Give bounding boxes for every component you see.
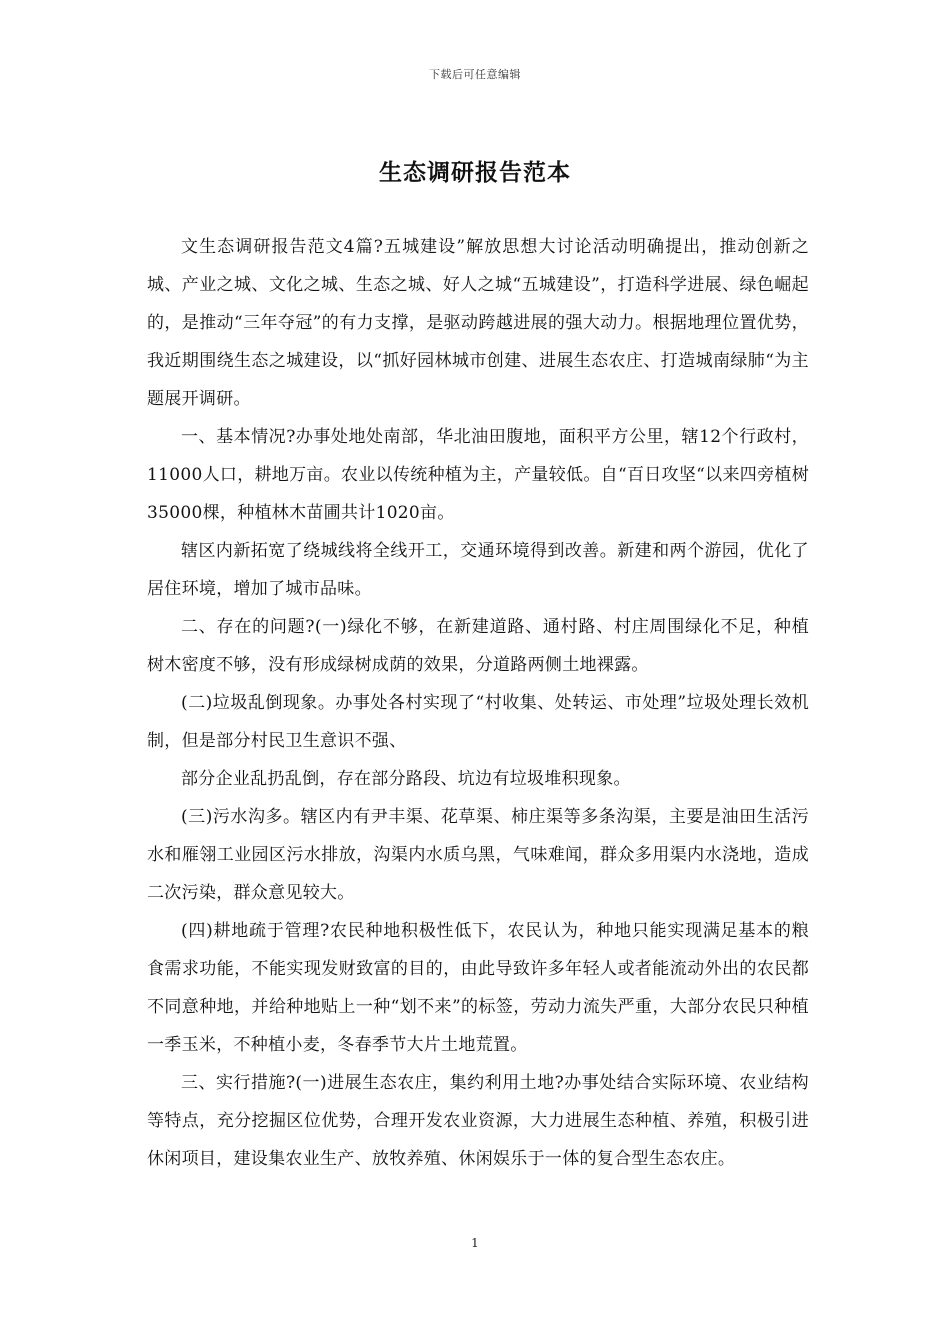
paragraph-intro: 文生态调研报告范文4篇?五城建设”解放思想大讨论活动明确提出，推动创新之城、产业之城、文化之城、生态之城、好人之城“五城建设”，打造科学进展、绿色崛起的，是推动“三年夺冠”的有力支撑，是驱动跨越进展的强大动力。根据地理位置优势，我近期围绕生态之城建设，以“抓好园林城市创建、进展生态农庄、打造城南绿肺“为主题展开调研。 xyxy=(147,237,809,409)
paragraph-garbage-continued: 部分企业乱扔乱倒，存在部分路段、坑边有垃圾堆积现象。 xyxy=(181,769,631,789)
document-title: 生态调研报告范本 xyxy=(379,160,571,186)
paragraph-problems-greening: 二、存在的问题?(一)绿化不够，在新建道路、通村路、村庄周围绿化不足，种植树木密度不够，没有形成绿树成荫的效果，分道路两侧土地裸露。 xyxy=(147,617,809,675)
page-header-note: 下载后可任意编辑 xyxy=(429,68,521,81)
paragraph-farmland: (四)耕地疏于管理?农民种地积极性低下，农民认为，种地只能实现满足基本的粮食需求功能，不能实现发财致富的目的，由此导致许多年轻人或者能流动外出的农民都不同意种地，并给种地贴上一种“划不来”的标签，劳动力流失严重，大部分农民只种植一季玉米，不种植小麦，冬春季节大片土地荒置。 xyxy=(147,921,809,1055)
document-body xyxy=(147,228,809,1178)
paragraph-garbage: (二)垃圾乱倒现象。办事处各村实现了“村收集、处转运、市处理”垃圾处理长效机制，但是部分村民卫生意识不强、 xyxy=(147,693,809,751)
paragraph-sewage: (三)污水沟多。辖区内有尹丰渠、花草渠、柿庄渠等多条沟渠，主要是油田生活污水和雁翎工业园区污水排放，沟渠内水质乌黑，气味难闻，群众多用渠内水浇地，造成二次污染，群众意见较大。 xyxy=(147,807,809,903)
paragraph-traffic: 辖区内新拓宽了绕城线将全线开工，交通环境得到改善。新建和两个游园，优化了居住环境，增加了城市品味。 xyxy=(147,541,809,599)
page-number: 1 xyxy=(471,1236,479,1250)
paragraph-basic-situation: 一、基本情况?办事处地处南部，华北油田腹地，面积平方公里，辖12个行政村，11000人口，耕地万亩。农业以传统种植为主，产量较低。自“百日攻坚“以来四旁植树35000棵，种植林木苗圃共计1020亩。 xyxy=(147,427,809,523)
paragraph-measures: 三、实行措施?(一)进展生态农庄，集约利用土地?办事处结合实际环境、农业结构等特点，充分挖掘区位优势，合理开发农业资源，大力进展生态种植、养殖，积极引进休闲项目，建设集农业生产、放牧养殖、休闲娱乐于一体的复合型生态农庄。 xyxy=(147,1073,809,1169)
